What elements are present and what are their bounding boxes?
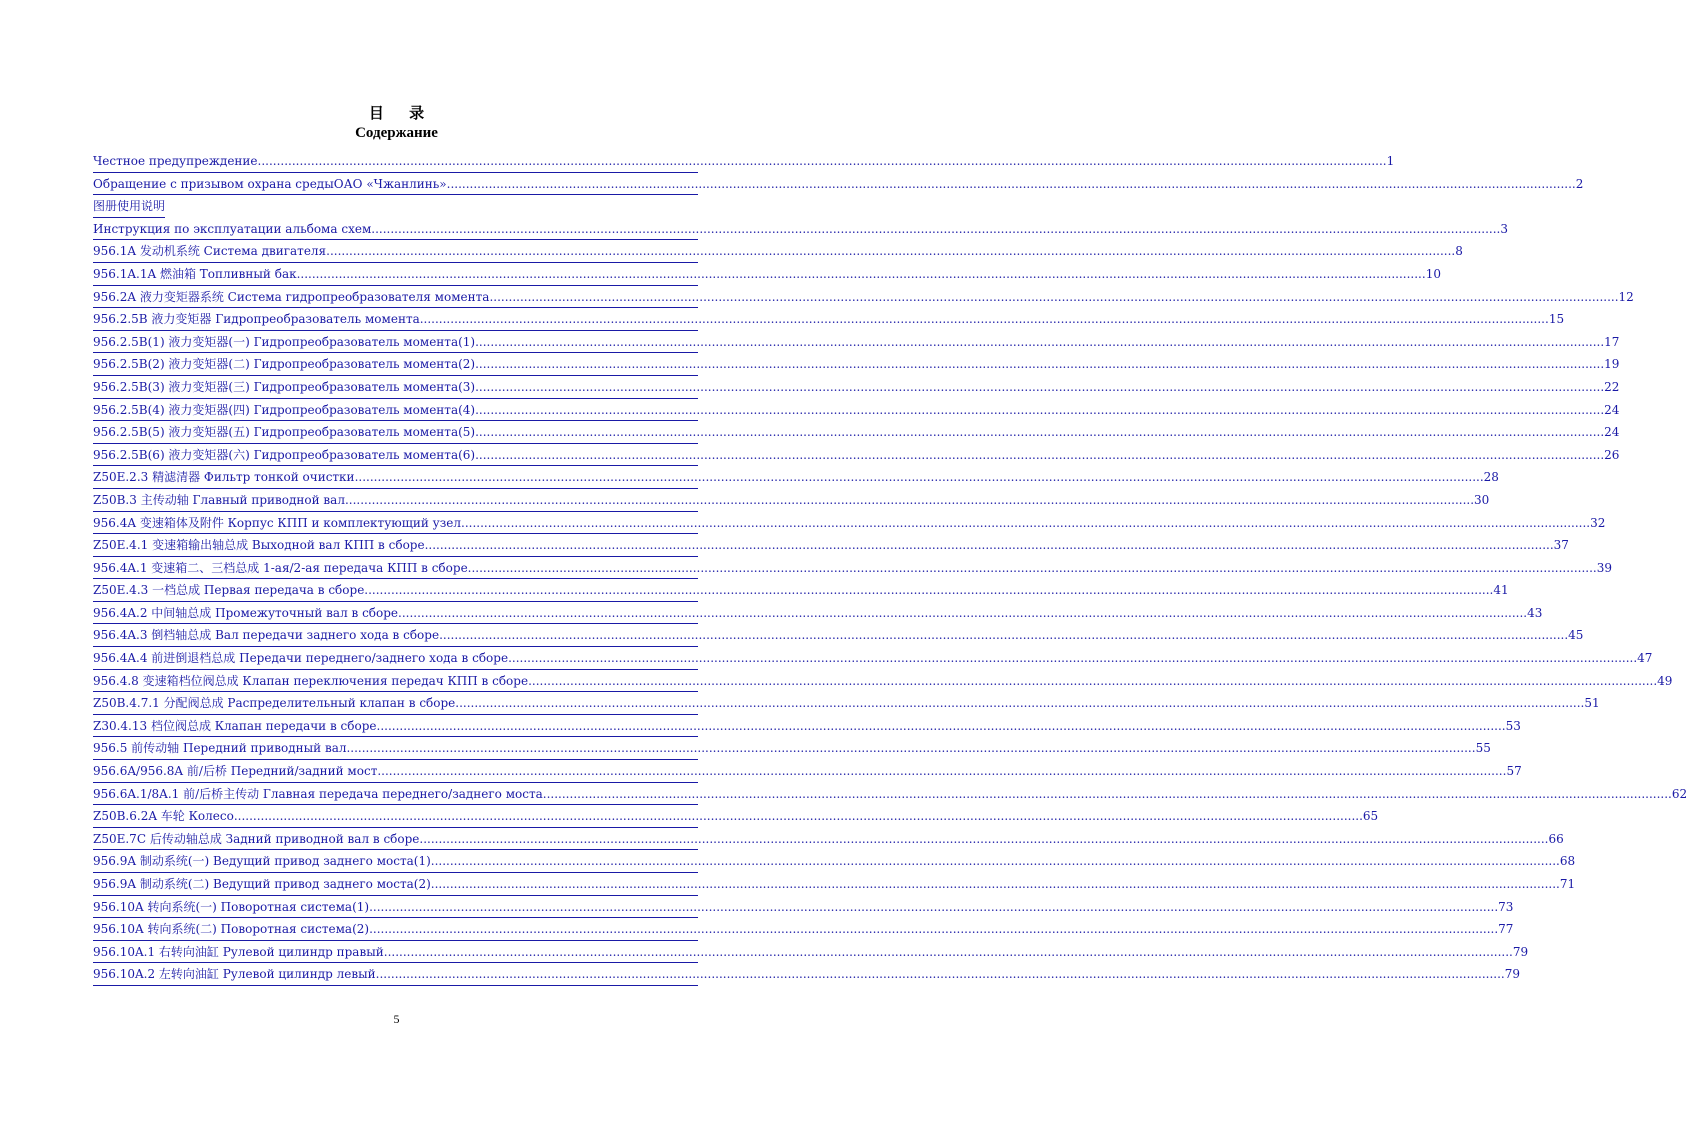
toc-entry-page: 57 — [1506, 764, 1522, 779]
toc-entry-link[interactable] — [93, 715, 1521, 738]
toc-entry-title: Z50E.4.3 一档总成 Первая передача в сборе — [93, 583, 365, 598]
toc-entry-link[interactable] — [93, 376, 1620, 399]
toc-entry-page: 71 — [1559, 877, 1576, 891]
toc-entry-title: 图册使用说明 — [93, 199, 166, 214]
toc-entry-page: 12 — [1618, 289, 1634, 304]
toc-entry-title: 956.9A 制动系统(二) Ведущий привод заднего моста(2) — [93, 877, 431, 891]
toc-entry-link[interactable] — [93, 783, 1687, 806]
toc-entry-title: 956.4.8 变速箱档位阀总成 Клапан переключения передач КПП в сборе — [93, 673, 529, 688]
toc-dot-leader — [439, 624, 1568, 643]
toc-entry-title: Z50E.2.3 精滤清器 Фильтр тонкой очистки — [93, 470, 355, 485]
toc-entry-link[interactable] — [93, 760, 1522, 783]
toc-entry-title: 956.6A/956.8A 前/后桥 Передний/задний мост — [93, 764, 378, 779]
toc-entry-page: 32 — [1590, 515, 1606, 530]
toc-entry-title: 956.2.5B(3) 液力变矩器(三) Гидропреобразователь момента(3) — [93, 379, 476, 394]
toc-dot-leader — [377, 760, 1506, 779]
toc-entry-link[interactable] — [93, 466, 1499, 489]
toc-entry-link[interactable] — [93, 850, 1576, 873]
toc-dot-leader — [345, 489, 1474, 508]
toc-dot-leader — [508, 647, 1637, 666]
toc-entry-page: 19 — [1604, 357, 1620, 372]
toc-entry-link[interactable] — [93, 624, 1584, 647]
toc-entry-link[interactable] — [93, 512, 1606, 535]
toc-entry-title: 956.4A.1 变速箱二、三档总成 1-ая/2-ая передача КПП в сборе — [93, 560, 468, 575]
toc-entry-link[interactable] — [93, 670, 1673, 693]
toc-entry-link[interactable] — [93, 737, 1491, 760]
toc-dot-leader — [355, 466, 1484, 485]
toc-dot-leader — [475, 421, 1604, 440]
toc-dot-leader — [377, 715, 1506, 734]
toc-entry-title: Z50E.4.1 变速箱输出轴总成 Выходной вал КПП в сборе — [93, 538, 425, 553]
toc-entry-link[interactable] — [93, 579, 1509, 602]
toc-entry-link[interactable] — [93, 399, 1620, 422]
toc-entry-page: 77 — [1498, 922, 1514, 937]
toc-entry-title: 956.10A 转向系统(一) Поворотная система(1) — [93, 899, 370, 914]
toc-entry-title: 956.10A.2 左转向油缸 Рулевой цилиндр левый — [93, 967, 376, 982]
toc-entry-link[interactable] — [93, 353, 1620, 376]
toc-entry-title: Обращение с призывом охрана средыОАО «Чжанлинь» — [93, 176, 447, 191]
toc-entry-link[interactable] — [93, 444, 1620, 467]
toc-entry-page: 45 — [1568, 628, 1584, 643]
toc-entry-page: 66 — [1548, 831, 1564, 846]
toc-entry-link[interactable] — [93, 150, 1395, 173]
toc-dot-leader — [369, 896, 1498, 915]
toc-entry-link[interactable] — [93, 240, 1463, 263]
title-block — [0, 103, 793, 143]
toc-dot-leader — [447, 173, 1576, 192]
toc-entry-link[interactable] — [93, 918, 1514, 941]
toc-dot-leader — [297, 263, 1426, 282]
toc-dot-leader — [475, 353, 1604, 372]
toc-dot-leader — [475, 399, 1604, 418]
toc-entry-link[interactable] — [93, 331, 1620, 354]
toc-entry-page: 65 — [1362, 809, 1379, 824]
toc-entry-title: 956.1A.1A 燃油箱 Топливный бак — [93, 266, 297, 281]
toc-entry-page: 22 — [1604, 379, 1620, 394]
toc-entry-title: 956.5 前传动轴 Передний приводный вал — [93, 741, 347, 756]
toc-entry-title: 956.2A 液力变矩器系统 Система гидропреобразователя момента — [93, 289, 490, 304]
page-title-chinese: 目 录 — [368, 104, 435, 122]
toc-entry-title: 956.2.5B(4) 液力变矩器(四) Гидропреобразователь момента(4) — [93, 402, 476, 417]
toc-entry-title: Z50B.6.2A 车轮 Колесо — [93, 809, 234, 824]
toc-dot-leader — [364, 579, 1493, 598]
toc-dot-leader — [371, 218, 1500, 237]
toc-entry-link[interactable] — [93, 263, 1441, 286]
toc-entry-page: 24 — [1604, 402, 1620, 417]
toc-entry-title: 956.2.5B(5) 液力变矩器(五) Гидропреобразователь момента(5) — [93, 425, 476, 440]
toc-entry-page: 68 — [1559, 854, 1576, 869]
toc-entry-page: 49 — [1657, 673, 1673, 688]
toc-entry-link[interactable] — [93, 647, 1653, 670]
toc-entry-link[interactable] — [93, 873, 1576, 896]
toc-entry-title: Z50B.4.7.1 分配阀总成 Распределительный клапан в сборе — [93, 696, 456, 711]
toc-entry-title: Z50B.3 主传动轴 Главный приводной вал — [93, 492, 345, 507]
toc-dot-leader — [489, 286, 1618, 305]
toc-entry-title: Z30.4.13 档位阀总成 Клапан передачи в сборе — [93, 718, 377, 733]
toc-entry-title: 956.4A 变速箱体及附件 Корпус КПП и комплектующий узел — [93, 515, 462, 530]
toc-entry-title: 956.6A.1/8A.1 前/后桥主传动 Главная передача переднего/заднего моста — [93, 786, 543, 801]
toc-entry-page: 51 — [1584, 696, 1600, 711]
toc-entry-link[interactable] — [93, 534, 1569, 557]
toc-entry-link[interactable] — [93, 805, 1379, 828]
toc-dot-leader — [528, 670, 1657, 689]
toc-entry-page: 2 — [1575, 176, 1584, 191]
toc-entry-title: 956.4A.3 倒档轴总成 Вал передачи заднего хода в сборе — [93, 628, 440, 643]
toc-entry-page: 15 — [1548, 312, 1565, 327]
toc-entry-title: 956.2.5B 液力变矩器 Гидропреобразователь момента — [93, 312, 420, 327]
toc-dot-leader — [384, 941, 1513, 960]
table-of-contents — [93, 150, 1687, 986]
toc-entry-link[interactable] — [93, 218, 1509, 241]
toc-dot-leader — [419, 828, 1548, 847]
toc-entry-page: 55 — [1475, 741, 1491, 756]
toc-entry-link[interactable] — [93, 828, 1564, 851]
toc-entry-title: Z50E.7C 后传动轴总成 Задний приводной вал в сборе — [93, 831, 420, 846]
toc-entry-link[interactable] — [93, 692, 1600, 715]
toc-entry-page: 41 — [1493, 583, 1509, 598]
toc-dot-leader — [420, 308, 1549, 327]
toc-entry-title: 956.4A.2 中间轴总成 Промежуточный вал в сборе — [93, 605, 399, 620]
toc-entry-title: 956.2.5B(2) 液力变矩器(二) Гидропреобразователь момента(2) — [93, 357, 476, 372]
toc-entry-page: 39 — [1596, 560, 1613, 575]
toc-entry-page: 79 — [1504, 967, 1520, 982]
toc-entry-page: 28 — [1483, 470, 1499, 485]
toc-entry-page: 47 — [1637, 651, 1653, 666]
page-number: 5 — [393, 1012, 400, 1026]
toc-dot-leader — [475, 444, 1604, 463]
toc-dot-leader — [468, 557, 1597, 576]
toc-entry-title: Инструкция по эксплуатации альбома схем — [93, 221, 372, 236]
toc-dot-leader — [376, 963, 1505, 982]
toc-dot-leader — [431, 873, 1560, 892]
toc-entry-link[interactable] — [93, 557, 1613, 580]
toc-dot-leader — [425, 534, 1554, 553]
toc-entry-page: 37 — [1553, 538, 1569, 553]
toc-entry-title: 956.4A.4 前进倒退档总成 Передачи переднего/заднего хода в сборе — [93, 651, 509, 666]
toc-dot-leader — [369, 918, 1498, 937]
toc-entry-link[interactable] — [93, 308, 1565, 331]
toc-dot-leader — [234, 805, 1363, 824]
toc-entry-page: 24 — [1604, 425, 1620, 440]
toc-entry-link[interactable] — [93, 602, 1543, 625]
toc-entry-title: 956.1A 发动机系统 Система двигателя — [93, 244, 327, 259]
toc-dot-leader — [431, 850, 1560, 869]
toc-entry-link[interactable] — [93, 421, 1620, 444]
toc-entry-link[interactable] — [93, 489, 1490, 512]
toc-dot-leader — [475, 376, 1604, 395]
toc-entry-link[interactable] — [93, 173, 1584, 196]
toc-dot-leader — [398, 602, 1527, 621]
toc-entry-page: 53 — [1505, 718, 1521, 733]
toc-entry-page: 73 — [1498, 899, 1514, 914]
toc-entry-page: 17 — [1604, 334, 1620, 349]
toc-entry-link[interactable] — [93, 286, 1634, 309]
toc-dot-leader — [475, 331, 1604, 350]
toc-entry-link[interactable] — [93, 963, 1520, 986]
toc-entry-title: 956.10A.1 右转向油缸 Рулевой цилиндр правый — [93, 944, 384, 959]
toc-entry-page: 26 — [1604, 447, 1620, 462]
toc-dot-leader — [258, 150, 1387, 169]
toc-dot-leader — [346, 737, 1475, 756]
toc-entry-page: 3 — [1500, 221, 1509, 236]
toc-entry-link[interactable] — [93, 941, 1529, 964]
toc-entry-title: 956.2.5B(1) 液力变矩器(一) Гидропреобразователь момента(1) — [93, 334, 476, 349]
toc-entry-title: Честное предупреждение — [93, 154, 258, 168]
toc-entry-title: 956.2.5B(6) 液力变矩器(六) Гидропреобразователь момента(6) — [93, 447, 476, 462]
toc-entry-link[interactable] — [93, 896, 1514, 919]
toc-entry-page: 62 — [1671, 786, 1687, 801]
toc-dot-leader — [461, 512, 1590, 531]
page-title-russian: Содержание — [355, 125, 438, 141]
toc-entry-page: 30 — [1474, 492, 1490, 507]
toc-entry-link[interactable] — [93, 195, 165, 218]
toc-entry-page: 43 — [1527, 605, 1543, 620]
toc-entry-page: 8 — [1455, 244, 1463, 259]
toc-dot-leader — [455, 692, 1584, 711]
toc-entry-title: 956.9A 制动系统(一) Ведущий привод заднего моста(1) — [93, 854, 431, 869]
toc-entry-page: 10 — [1425, 266, 1441, 281]
toc-entry-page: 1 — [1386, 154, 1395, 168]
toc-dot-leader — [326, 240, 1455, 259]
toc-dot-leader — [543, 783, 1672, 802]
toc-entry-page: 79 — [1512, 944, 1529, 959]
toc-entry-title: 956.10A 转向系统(二) Поворотная система(2) — [93, 922, 370, 937]
